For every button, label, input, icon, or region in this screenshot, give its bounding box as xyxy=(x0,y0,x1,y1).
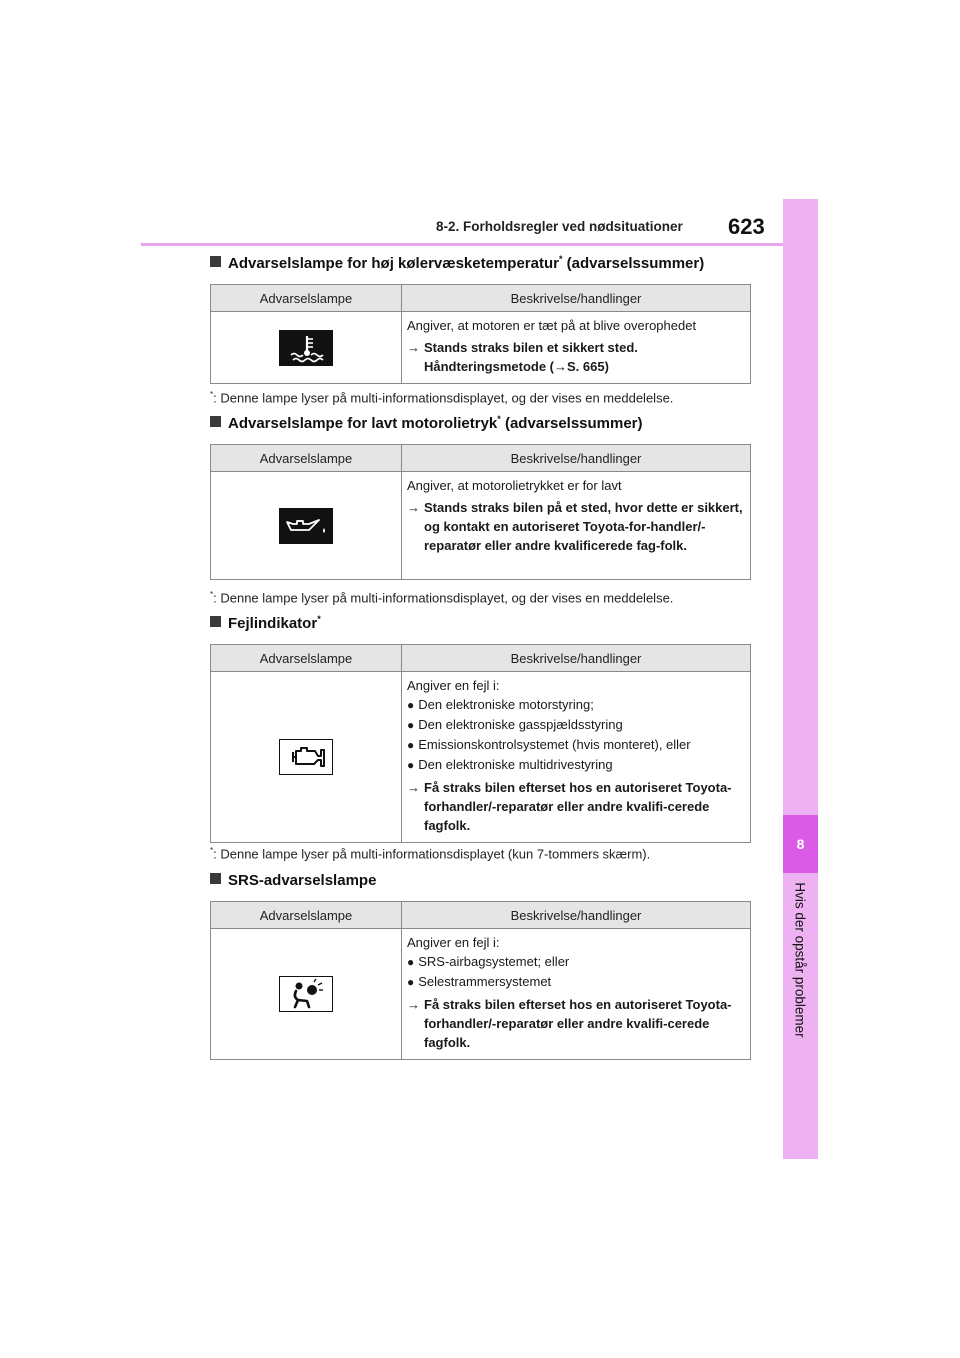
warning-table-malfunction xyxy=(210,644,751,843)
list-item: ● Den elektroniske multidrivestyring xyxy=(407,755,748,775)
col-header-description: Beskrivelse/handlinger xyxy=(402,902,751,929)
description-intro: Angiver, at motorolietrykket er for lavt xyxy=(407,478,622,493)
srs-airbag-icon xyxy=(279,976,333,1012)
list-item: ● Emissionskontrolsystemet (hvis monteret), eller xyxy=(407,735,748,755)
header-rule xyxy=(141,243,783,246)
page-number: 623 xyxy=(728,214,765,239)
action-text: → Stands straks bilen på et sted, hvor dette er sikkert, og kontakt en autoriseret Toyota-for-handler/-reparatør eller andre kvalificerede fag-folk. xyxy=(407,500,743,553)
square-bullet-icon xyxy=(210,616,221,627)
action-text: → Få straks bilen efterset hos en autoriseret Toyota-forhandler/-reparatør eller andre kvalifi-cerede fagfolk. xyxy=(407,997,732,1050)
footnote-oil-pressure: *: Denne lampe lyser på multi-informationsdisplayet, og der vises en meddelelse. xyxy=(210,590,674,606)
col-header-lamp: Advarselslampe xyxy=(211,902,402,929)
warning-table-srs xyxy=(210,901,751,1060)
table-row xyxy=(211,312,751,384)
section-title-srs: SRS-advarselslampe xyxy=(210,872,376,889)
warning-table-coolant xyxy=(210,284,751,384)
square-bullet-icon xyxy=(210,256,221,267)
footnote-malfunction: *: Denne lampe lyser på multi-informationsdisplayet (kun 7-tommers skærm). xyxy=(210,846,651,862)
section-title-malfunction: Fejlindikator* xyxy=(210,614,321,632)
list-item: ● Den elektroniske gasspjældsstyring xyxy=(407,715,748,735)
table-header-row xyxy=(211,285,751,312)
chapter-number: 8 xyxy=(783,815,818,873)
action-text: → Stands straks bilen et sikkert sted. Håndteringsmetode (→S. 665) xyxy=(407,340,638,374)
table-header-row xyxy=(211,902,751,929)
action-text: → Få straks bilen efterset hos en autoriseret Toyota-forhandler/-reparatør eller andre kvalifi-cerede fagfolk. xyxy=(407,780,732,833)
col-header-description: Beskrivelse/handlinger xyxy=(402,285,751,312)
col-header-lamp: Advarselslampe xyxy=(211,645,402,672)
table-row xyxy=(211,672,751,843)
square-bullet-icon xyxy=(210,873,221,884)
coolant-temperature-icon xyxy=(279,330,333,366)
chapter-title: Hvis der opstår problemer xyxy=(792,882,808,1038)
description-intro: Angiver, at motoren er tæt på at blive overophedet xyxy=(407,318,697,333)
section-heading: 8-2. Forholdsregler ved nødsituationer xyxy=(436,219,683,234)
square-bullet-icon xyxy=(210,416,221,427)
footnote-coolant: *: Denne lampe lyser på multi-informationsdisplayet, og der vises en meddelelse. xyxy=(210,390,674,406)
table-header-row xyxy=(211,645,751,672)
col-header-lamp: Advarselslampe xyxy=(211,285,402,312)
col-header-description: Beskrivelse/handlinger xyxy=(402,445,751,472)
section-title-coolant: Advarselslampe for høj kølervæsketemperatur* (advarselssummer) xyxy=(210,254,704,272)
oil-pressure-icon xyxy=(279,508,333,544)
check-engine-icon xyxy=(279,739,333,775)
description-intro: Angiver en fejl i: xyxy=(407,935,500,950)
section-title-oil-pressure: Advarselslampe for lavt motorolietryk* (advarselssummer) xyxy=(210,414,643,432)
col-header-lamp: Advarselslampe xyxy=(211,445,402,472)
list-item: ● Den elektroniske motorstyring; xyxy=(407,695,748,715)
warning-table-oil-pressure xyxy=(210,444,751,580)
list-item: ● Selestrammersystemet xyxy=(407,972,748,992)
table-header-row xyxy=(211,445,751,472)
description-intro: Angiver en fejl i: xyxy=(407,678,500,693)
table-row xyxy=(211,929,751,1060)
col-header-description: Beskrivelse/handlinger xyxy=(402,645,751,672)
list-item: ● SRS-airbagsystemet; eller xyxy=(407,952,748,972)
table-row xyxy=(211,472,751,580)
